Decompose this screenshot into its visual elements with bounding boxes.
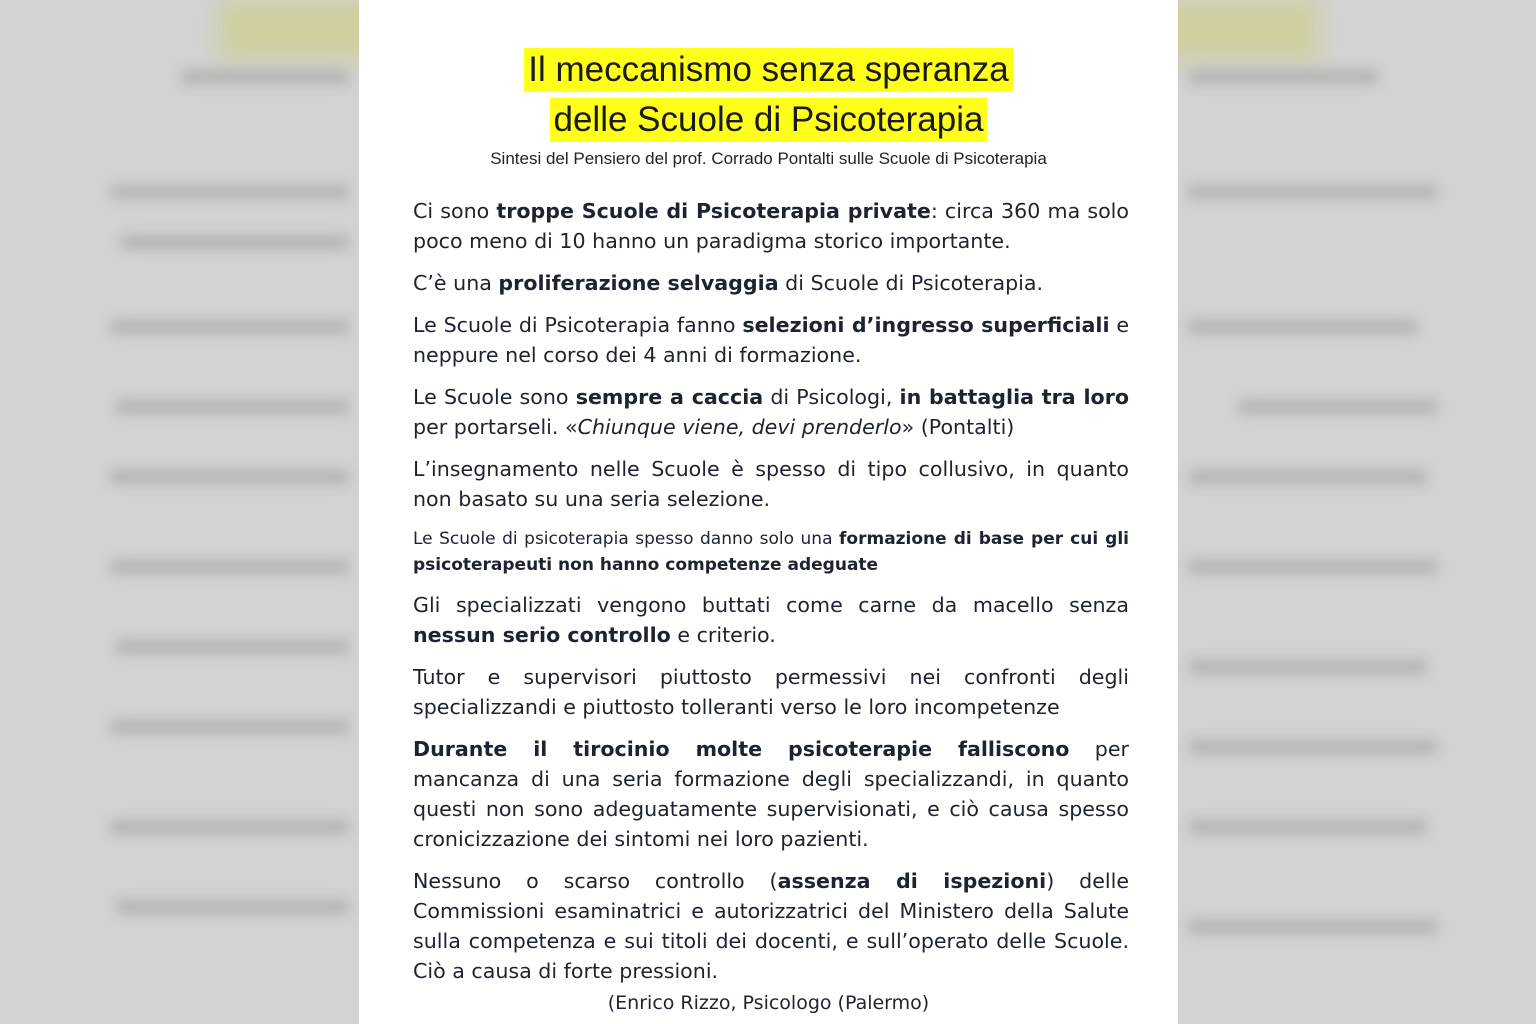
subtitle: Sintesi del Pensiero del prof. Corrado Pontalti sulle Scuole di Psicoterapia [490, 149, 1047, 168]
blurred-text-line [1188, 470, 1428, 484]
blurred-text-line [1188, 740, 1438, 754]
paragraph [413, 454, 1129, 514]
blurred-text-line [110, 470, 350, 484]
blurred-background-left [0, 0, 360, 1024]
blurred-text-line [115, 640, 350, 654]
paragraph [413, 734, 1129, 854]
blurred-text-line [110, 560, 350, 574]
blurred-text-line [1188, 320, 1418, 334]
bold-text: in battaglia tra loro [899, 385, 1130, 409]
text-segment: Tutor e supervisori piuttosto permessivi nei confronti degli specializzandi e piuttosto tolleranti verso le loro incompetenze [413, 665, 1129, 719]
blurred-text-line [1188, 560, 1438, 574]
paragraph [413, 590, 1129, 650]
text-segment: Nessuno o scarso controllo ( [413, 869, 778, 893]
blurred-text-line [115, 400, 350, 414]
blurred-text-line [110, 820, 350, 834]
blurred-text-line [110, 185, 350, 199]
bold-text: Durante il tirocinio molte psicoterapie falliscono [413, 737, 1070, 761]
text-segment: Le Scuole di Psicoterapia fanno [413, 313, 743, 337]
bold-text: nessun serio controllo [413, 623, 671, 647]
document-page [359, 0, 1178, 1024]
document-body [413, 196, 1129, 998]
blurred-text-line [120, 235, 350, 249]
text-segment: Le Scuole sono [413, 385, 576, 409]
bold-text: assenza di ispezioni [777, 869, 1047, 893]
title-line-2: delle Scuole di Psicoterapia [550, 98, 988, 142]
paragraph [413, 662, 1129, 722]
blurred-text-line [110, 720, 350, 734]
text-segment: e neppure nel corso dei 4 anni di formazione. [413, 313, 1129, 367]
text-segment: di Psicologi, [763, 385, 900, 409]
text-segment: per mancanza di una seria formazione degli specializzandi, in quanto questi non sono adeguatamente supervisionati, e ciò causa spesso cronicizzazione dei sintomi nei loro pazienti. [413, 737, 1129, 851]
text-segment: di Scuole di Psicoterapia. [778, 271, 1044, 295]
text-segment: Ci sono [413, 199, 497, 223]
blurred-text-line [1238, 400, 1438, 414]
blurred-background-right [1178, 0, 1536, 1024]
bold-text: sempre a caccia [575, 385, 764, 409]
text-segment: L’insegnamento nelle Scuole è spesso di tipo collusivo, in quanto non basato su una seria selezione. [413, 457, 1129, 511]
text-segment: e criterio. [670, 623, 776, 647]
blurred-text-line [1188, 70, 1378, 84]
bold-text: proliferazione selvaggia [498, 271, 779, 295]
blurred-text-line [1188, 660, 1428, 674]
text-segment: C’è una [413, 271, 499, 295]
bold-text: selezioni d’ingresso superficiali [742, 313, 1110, 337]
text-segment: Gli specializzati vengono buttati come carne da macello senza [413, 593, 1129, 617]
italic-text: Chiunque viene, devi prenderlo [577, 415, 902, 439]
blurred-text-line [1188, 820, 1428, 834]
paragraph [413, 866, 1129, 986]
text-segment: Le Scuole di psicoterapia spesso danno solo una [413, 529, 840, 549]
text-segment: ) delle Commissioni esaminatrici e autorizzatrici del Ministero della Salute sulla competenza e sui titoli dei docenti, e sull’operato delle Scuole. Ciò a causa di forte pressioni. [413, 869, 1130, 983]
blurred-text-line [1188, 185, 1438, 199]
blurred-text-line [110, 320, 350, 334]
signature: (Enrico Rizzo, Psicologo (Palermo) [607, 992, 930, 1014]
bold-text: formazione di base per cui gli psicoterapeuti non hanno competenze adeguate [413, 529, 1130, 575]
blurred-text-line [115, 900, 350, 914]
text-segment: per portarseli. « [413, 415, 578, 439]
paragraph [413, 382, 1129, 442]
paragraph [413, 268, 1129, 298]
text-segment: » (Pontalti) [901, 415, 1015, 439]
text-segment: : circa 360 ma solo poco meno di 10 hanno un paradigma storico importante. [413, 199, 1129, 253]
paragraph [413, 526, 1129, 578]
blurred-highlight [220, 0, 360, 60]
page-title [359, 48, 1178, 148]
bold-text: troppe Scuole di Psicoterapia private [496, 199, 931, 223]
blurred-text-line [180, 70, 350, 84]
paragraph [413, 196, 1129, 256]
blurred-highlight [1178, 0, 1318, 60]
paragraph [413, 310, 1129, 370]
blurred-text-line [1188, 920, 1438, 934]
title-line-1: Il meccanismo senza speranza [524, 48, 1013, 92]
